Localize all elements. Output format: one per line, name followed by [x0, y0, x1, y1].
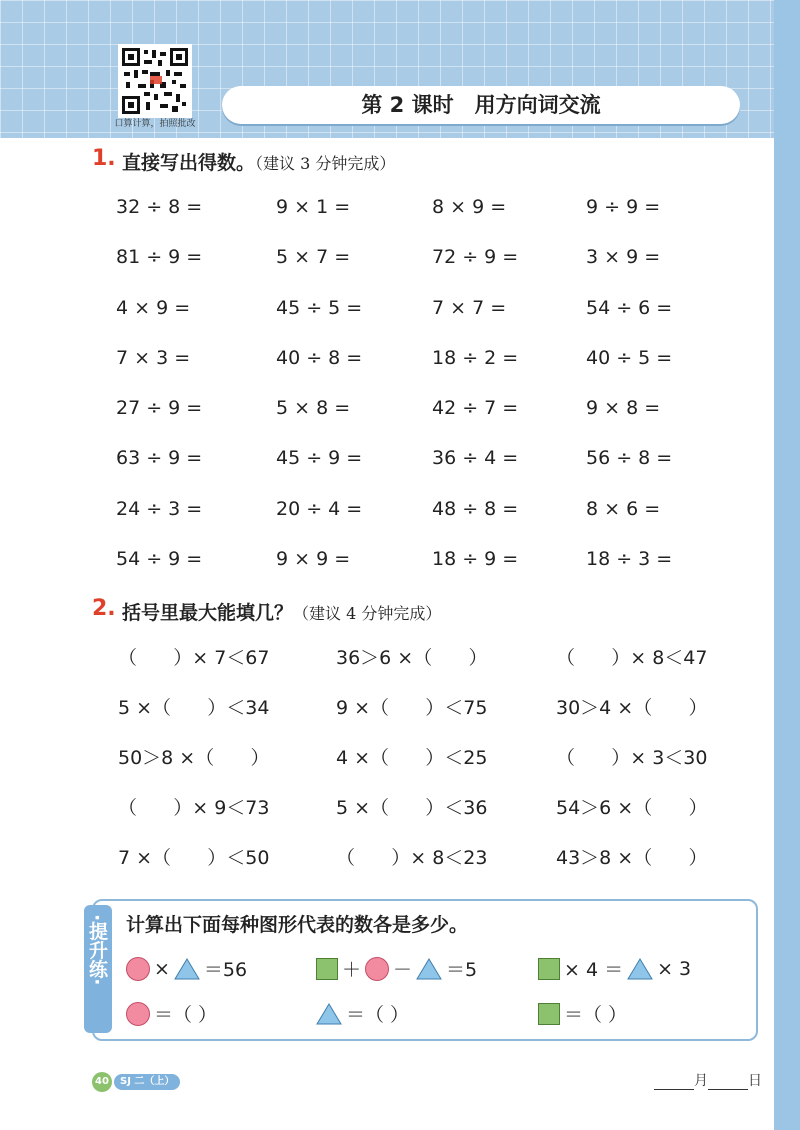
- fill-bracket-problem[interactable]: 7 ×（ ）＜50: [118, 847, 270, 869]
- circle-shape-icon: [126, 957, 150, 981]
- improve-practice-label: ·提升练·: [86, 914, 108, 986]
- calc-problem[interactable]: 5 × 8 =: [276, 397, 351, 420]
- calc-problem[interactable]: 3 × 9 =: [586, 246, 661, 269]
- calc-problem[interactable]: 54 ÷ 9 =: [116, 548, 203, 571]
- calc-problem[interactable]: 40 ÷ 8 =: [276, 346, 363, 369]
- improve-practice-title: 计算出下面每种图形代表的数各是多少。: [126, 914, 469, 936]
- triangle-shape-icon: [627, 958, 653, 980]
- triangle-shape-icon: [174, 958, 200, 980]
- circle-answer: [126, 1000, 221, 1027]
- square-shape-icon: [538, 958, 560, 980]
- triangle-answer-blank[interactable]: ＝（ ）: [346, 1004, 410, 1026]
- section1-hint: （建议 3 分钟完成）: [255, 154, 396, 173]
- square-shape-icon: [316, 958, 338, 980]
- equation-1-result: ＝56: [203, 959, 248, 981]
- calc-problem[interactable]: 48 ÷ 8 =: [432, 497, 519, 520]
- calc-problem[interactable]: 9 × 9 =: [276, 548, 351, 571]
- calc-problem[interactable]: 7 × 3 =: [116, 346, 191, 369]
- calc-problem[interactable]: 8 × 9 =: [432, 196, 507, 218]
- triangle-answer: [316, 1000, 413, 1027]
- calc-problem[interactable]: 32 ÷ 8 =: [116, 196, 203, 218]
- qr-code-icon[interactable]: [118, 44, 192, 118]
- month-blank[interactable]: [654, 1075, 694, 1090]
- calc-problem[interactable]: 45 ÷ 9 =: [276, 447, 363, 470]
- fill-bracket-problem[interactable]: （ ）× 3＜30: [556, 747, 708, 769]
- circle-shape-icon: [365, 957, 389, 981]
- grade-badge: SJ 二（上）: [114, 1074, 180, 1090]
- calc-problem[interactable]: 72 ÷ 9 =: [432, 246, 519, 269]
- calc-problem[interactable]: 18 ÷ 9 =: [432, 548, 519, 571]
- fill-bracket-problem[interactable]: 54＞6 ×（ ）: [556, 797, 708, 819]
- calc-problem[interactable]: 63 ÷ 9 =: [116, 447, 203, 470]
- date-fill-line: [654, 1070, 762, 1090]
- equation-3-left: × 4 ＝: [564, 959, 624, 981]
- page-number: 40: [92, 1072, 112, 1092]
- calc-problem[interactable]: 45 ÷ 5 =: [276, 296, 363, 319]
- calc-problem[interactable]: 7 × 7 =: [432, 296, 507, 319]
- calc-problem[interactable]: 8 × 6 =: [586, 497, 661, 520]
- right-edge-strip: [774, 0, 800, 1130]
- shape-equation-1: [126, 955, 251, 982]
- calc-problem[interactable]: 24 ÷ 3 =: [116, 497, 203, 520]
- calc-problem[interactable]: 18 ÷ 2 =: [432, 346, 519, 369]
- circle-answer-blank[interactable]: ＝（ ）: [154, 1004, 218, 1026]
- plus-sign: ＋: [342, 959, 362, 981]
- shape-equation-3: [538, 955, 695, 982]
- section2-problem-grid: [118, 643, 776, 893]
- qr-caption: 口算计算，拍照批改: [114, 119, 196, 129]
- calc-problem[interactable]: 81 ÷ 9 =: [116, 246, 203, 269]
- times-sign: ×: [154, 957, 170, 980]
- circle-shape-icon: [126, 1002, 150, 1026]
- calc-problem[interactable]: 56 ÷ 8 =: [586, 447, 673, 470]
- square-answer: [538, 1000, 631, 1027]
- section2-title: [122, 598, 441, 625]
- day-blank[interactable]: [708, 1075, 748, 1090]
- fill-bracket-problem[interactable]: 30＞4 ×（ ）: [556, 697, 708, 719]
- section2-number: 2.: [92, 596, 116, 621]
- calc-problem[interactable]: 5 × 7 =: [276, 246, 351, 269]
- equation-2-result: ＝5: [446, 959, 478, 981]
- fill-bracket-problem[interactable]: 9 ×（ ）＜75: [336, 697, 488, 719]
- fill-bracket-problem[interactable]: 5 ×（ ）＜36: [336, 797, 488, 819]
- section1-title: [122, 148, 395, 175]
- section1-problem-grid: [116, 192, 736, 594]
- section2-title-text: 括号里最大能填几？: [122, 602, 294, 624]
- calc-problem[interactable]: 54 ÷ 6 =: [586, 296, 673, 319]
- square-answer-blank[interactable]: ＝（ ）: [564, 1004, 628, 1026]
- triangle-shape-icon: [416, 958, 442, 980]
- calc-problem[interactable]: 27 ÷ 9 =: [116, 397, 203, 420]
- calc-problem[interactable]: 40 ÷ 5 =: [586, 346, 673, 369]
- calc-problem[interactable]: 9 × 1 =: [276, 196, 351, 218]
- calc-problem[interactable]: 36 ÷ 4 =: [432, 447, 519, 470]
- fill-bracket-problem[interactable]: （ ）× 8＜47: [556, 647, 708, 669]
- section1-number: 1.: [92, 146, 116, 171]
- calc-problem[interactable]: 4 × 9 =: [116, 296, 191, 319]
- fill-bracket-problem[interactable]: （ ）× 8＜23: [336, 847, 488, 869]
- calc-problem[interactable]: 20 ÷ 4 =: [276, 497, 363, 520]
- section2-hint: （建议 4 分钟完成）: [293, 604, 442, 623]
- triangle-shape-icon: [316, 1003, 342, 1025]
- fill-bracket-problem[interactable]: 5 ×（ ）＜34: [118, 697, 270, 719]
- equation-3-right: × 3: [657, 957, 692, 980]
- square-shape-icon: [538, 1003, 560, 1025]
- fill-bracket-problem[interactable]: 4 ×（ ）＜25: [336, 747, 488, 769]
- calc-problem[interactable]: 42 ÷ 7 =: [432, 397, 519, 420]
- section1-title-text: 直接写出得数。: [122, 152, 256, 174]
- fill-bracket-problem[interactable]: 36＞6 ×（ ）: [336, 647, 488, 669]
- fill-bracket-problem[interactable]: 50＞8 ×（ ）: [118, 747, 270, 769]
- calc-problem[interactable]: 18 ÷ 3 =: [586, 548, 673, 571]
- shape-equation-2: [316, 955, 481, 982]
- fill-bracket-problem[interactable]: （ ）× 9＜73: [118, 797, 270, 819]
- day-label: 日: [748, 1073, 762, 1089]
- minus-sign: －: [393, 959, 413, 981]
- fill-bracket-problem[interactable]: 43＞8 ×（ ）: [556, 847, 708, 869]
- fill-bracket-problem[interactable]: （ ）× 7＜67: [118, 647, 270, 669]
- calc-problem[interactable]: 9 × 8 =: [586, 397, 661, 420]
- month-label: 月: [694, 1073, 708, 1089]
- lesson-title: 第 2 课时 用方向词交流: [361, 93, 601, 117]
- calc-problem[interactable]: 9 ÷ 9 =: [586, 196, 661, 218]
